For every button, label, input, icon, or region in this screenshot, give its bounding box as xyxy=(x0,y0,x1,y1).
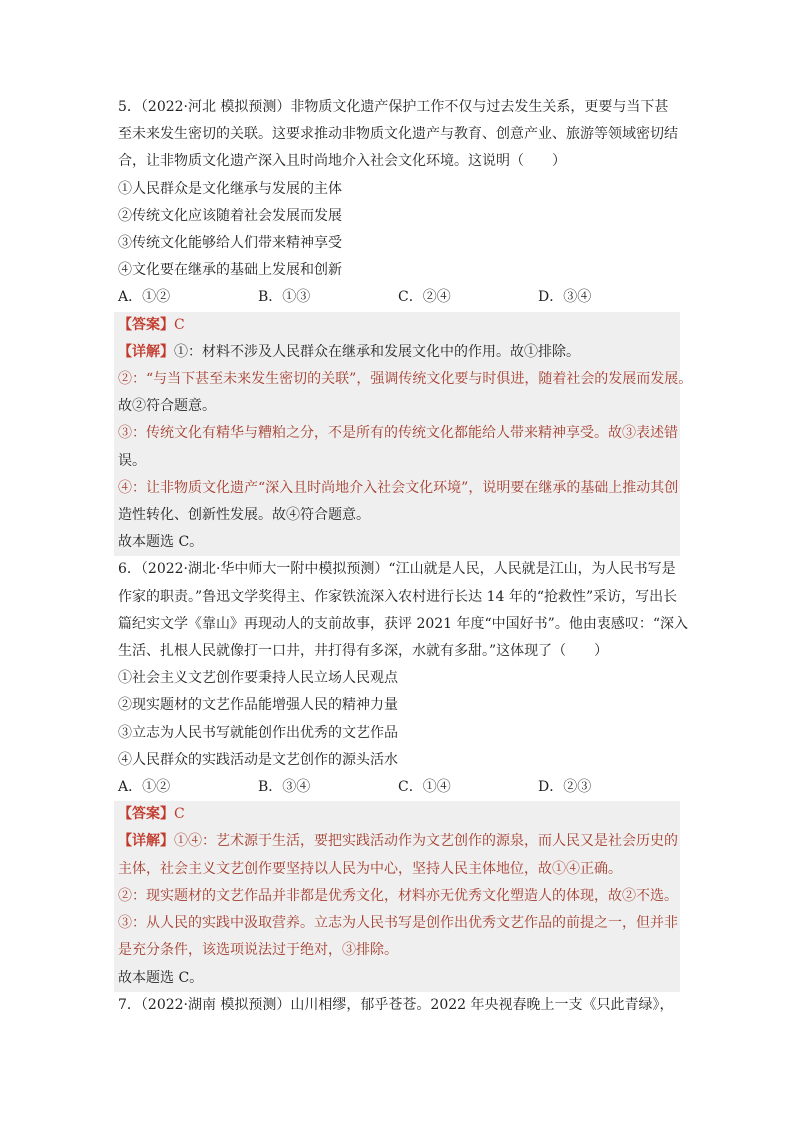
statement-item: ①人民群众是文化继承与发展的主体 xyxy=(118,180,342,197)
answer-value: C xyxy=(174,316,185,333)
answer-line xyxy=(118,801,680,828)
detail-text: 误。 xyxy=(118,452,146,469)
detail-label: 【详解】 xyxy=(118,833,174,850)
question-stem-line: 7．（2022·湖南 模拟预测）山川相缪，郁乎苍苍。2022 年央视春晚上一支《只此青绿》， xyxy=(118,996,674,1013)
question-stem-line: 6．（2022·湖北·华中师大一附中模拟预测）“江山就是人民，人民就是江山，为人民书写是 xyxy=(118,561,676,578)
question-5 xyxy=(118,94,693,556)
statement-item: ④人民群众的实践活动是文艺创作的源头活水 xyxy=(118,751,398,768)
option-a: A．①② xyxy=(118,779,171,796)
detail-line xyxy=(118,828,680,855)
statement-item: ④文化要在继承的基础上发展和创新 xyxy=(118,262,342,279)
detail-text: ②：“与当下甚至未来发生密切的关联”，强调传统文化要与时俱进，随着社会的发展而发展。 xyxy=(118,371,693,388)
detail-label: 【详解】 xyxy=(118,343,174,360)
answer-line xyxy=(118,312,680,339)
statement-item: ③传统文化能够给人们带来精神享受 xyxy=(118,235,342,252)
detail-line xyxy=(118,339,680,366)
answer-block xyxy=(114,801,680,991)
statement-item: ②传统文化应该随着社会发展而发展 xyxy=(118,207,342,224)
option-a: A．①② xyxy=(118,289,171,306)
statement-item: ③立志为人民书写就能创作出优秀的文艺作品 xyxy=(118,724,398,741)
option-d: D．②③ xyxy=(538,779,592,796)
option-b: B．①③ xyxy=(258,289,311,306)
detail-text: ③：传统文化有精华与糟粕之分，不是所有的传统文化都能给人带来精神享受。故③表述错 xyxy=(118,425,678,442)
detail-text: ③：从人民的实践中汲取营养。立志为人民书写是创作出优秀文艺作品的前提之一，但并非 xyxy=(118,915,678,932)
question-stem-line: 至未来发生密切的关联。这要求推动非物质文化遗产与教育、创意产业、旅游等领域密切结 xyxy=(118,126,678,143)
detail-text: 是充分条件，该选项说法过于绝对，③排除。 xyxy=(118,942,398,959)
question-stem-line: 作家的职责。”鲁迅文学奖得主、作家铁流深入农村进行长达 14 年的“抢救性”采访，写出长 xyxy=(118,588,678,605)
question-6 xyxy=(118,556,688,991)
detail-text: 主体，社会主义文艺创作要坚持以人民为中心，坚持人民主体地位，故①④正确。 xyxy=(118,860,622,877)
answer-label: 【答案】 xyxy=(118,806,174,823)
answer-options xyxy=(118,284,678,311)
detail-text: ①④：艺术源于生活，要把实践活动作为文艺创作的源泉，而人民又是社会历史的 xyxy=(174,833,678,850)
detail-text: 故②符合题意。 xyxy=(118,398,216,415)
exam-page xyxy=(118,94,693,1019)
question-stem-line: 合，让非物质文化遗产深入且时尚地介入社会文化环境。这说明（ ） xyxy=(118,153,566,170)
detail-text: 造性转化、创新性发展。故④符合题意。 xyxy=(118,507,370,524)
answer-label: 【答案】 xyxy=(118,316,174,333)
answer-block xyxy=(114,312,693,557)
answer-options xyxy=(118,774,678,801)
option-c: C．①④ xyxy=(398,779,451,796)
question-stem-line: 篇纪实文学《靠山》再现动人的支前故事，获评 2021 年度“中国好书”。他由衷感叹：“深入 xyxy=(118,615,688,632)
option-d: D．③④ xyxy=(538,289,592,306)
option-b: B．③④ xyxy=(258,779,311,796)
detail-text: ①：材料不涉及人民群众在继承和发展文化中的作用。故①排除。 xyxy=(174,343,580,360)
option-c: C．②④ xyxy=(398,289,451,306)
question-stem-line: 5．（2022·河北 模拟预测）非物质文化遗产保护工作不仅与过去发生关系，更要与当下甚 xyxy=(118,99,669,115)
answer-value: C xyxy=(174,806,185,823)
detail-text: ④：让非物质文化遗产“深入且时尚地介入社会文化环境”，说明要在继承的基础上推动其创 xyxy=(118,479,679,496)
question-stem-line: 生活、扎根人民就像打一口井，井打得有多深，水就有多甜。”这体现了（ ） xyxy=(118,643,609,660)
question-7 xyxy=(118,992,678,1019)
statement-item: ①社会主义文艺创作要秉持人民立场人民观点 xyxy=(118,670,398,687)
detail-text: ②：现实题材的文艺作品并非都是优秀文化，材料亦无优秀文化塑造人的体现，故②不选。 xyxy=(118,887,678,904)
conclusion: 故本题选 C。 xyxy=(118,534,204,551)
statement-item: ②现实题材的文艺作品能增强人民的精神力量 xyxy=(118,697,398,714)
conclusion: 故本题选 C。 xyxy=(118,969,204,986)
